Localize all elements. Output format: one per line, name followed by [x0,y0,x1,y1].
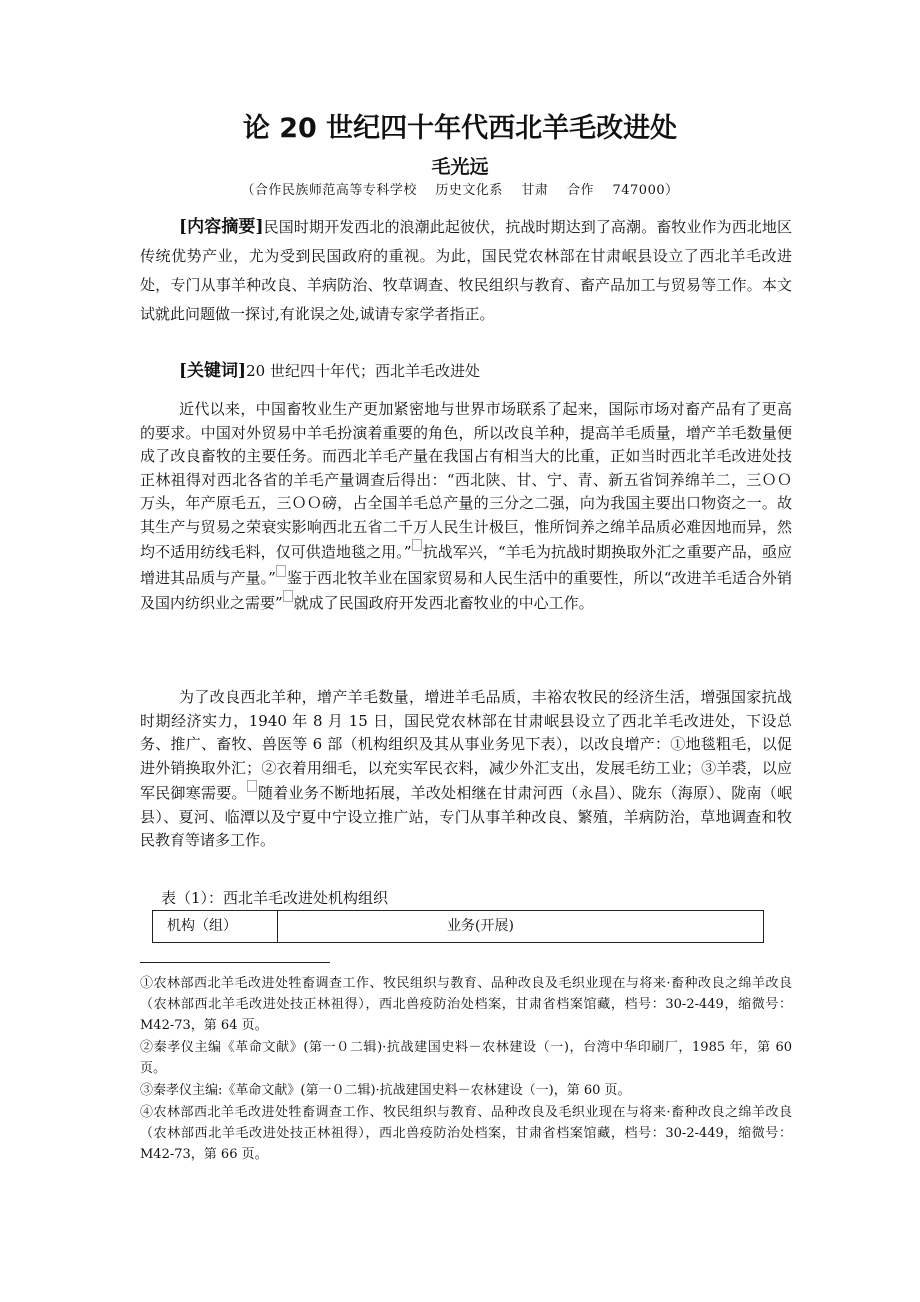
footnote-marker[interactable] [276,565,286,577]
keywords-paragraph [140,360,792,384]
body-text: 近代以来，中国畜牧业生产更加紧密地与世界市场联系了起来，国际市场对畜产品有了更高的要求。中国对外贸易中羊毛扮演着重要的角色，所以改良羊种，提高羊毛质量，增产羊毛数量便成了改良畜牧的主要任务。而西北羊毛产量在我国占有相当大的比重，正如当时西北羊毛改进处技正林祖得对西北各省的羊毛产量调查后得出：“西北陕、甘、宁、青、新五省饲养绵羊二，三ＯＯ万头，年产原毛五，三ＯＯ磅，占全国羊毛总产量的三分之二强，向为我国主要出口物资之一。故其生产与贸易之荣衰实影响西北五省二千万人民生计极巨，惟所饲养之绵羊品质必难因地而异，然均不适用纺线毛料，仅可供造地毯之用。” [140,400,792,561]
abstract-text: 民国时期开发西北的浪潮此起彼伏，抗战时期达到了高潮。畜牧业作为西北地区传统优势产业，尤为受到民国政府的重视。为此，国民党农林部在甘肃岷县设立了西北羊毛改进处，专门从事羊种改良、羊病防治、牧草调查、牧民组织与教育、畜产品加工与贸易等工作。本文试就此问题做一探讨,有讹误之处,诚请专家学者指正。 [140,218,792,323]
org-table [152,910,764,943]
footnote-3: ③秦孝仪主编:《革命文献》(第一０二辑)·抗战建国史料－农林建设（一)，第 60 页。 [140,1083,631,1098]
footnote-marker[interactable] [412,539,422,551]
footnote-divider [140,962,330,963]
abstract-paragraph [140,213,792,329]
footnote-2: ②秦孝仪主编《革命文献》(第一０二辑)·抗战建国史料－农林建设（一)，台湾中华印刷厂，1985 年，第 60 页。 [140,1040,792,1076]
footnote-4: ④农林部西北羊毛改进处牲畜调查工作、牧民组织与教育、品种改良及毛织业现在与将来·畜种改良之绵羊改良（农林部西北羊毛改进处技正林祖得），西北兽疫防治处档案，甘肃省档案馆藏，档号：30-2-449，缩微号：M42-73，第 66 页。 [140,1105,792,1162]
table-header-org: 机构（组） [153,911,278,942]
body-paragraph-1 [140,398,792,616]
paper-title: 论 20 世纪四十年代西北羊毛改进处 [242,113,678,144]
body-text: 为了改良西北羊种，增产羊毛数量，增进羊毛品质，丰裕农牧民的经济生活，增强国家抗战时期经济实力，1940 年 8 月 15 日，国民党农林部在甘肃岷县设立了西北羊毛改进处，下设总务、推广、畜牧、兽医等 6 部（机构组织及其从事业务见下表），以改良增产：①地毯粗毛，以促进外销换取外汇；②衣着用细毛，以充实军民衣料，减少外汇支出，发展毛纺工业；③羊裘，以应军民御寒需要。 [140,688,792,802]
keywords-label: [关键词] [179,361,247,381]
author-name: 毛光远 [431,156,489,178]
body-text: 抗战军兴，“羊毛为抗战时期换取外汇之重要产品，亟应增进其品质与产量。” [140,543,793,587]
body-text: 鉴于西北牧羊业在国家贸易和人民生活中的重要性，所以“改进羊毛适合外销及国内纺织业之需要” [140,568,792,612]
keywords-text: 20 世纪四十年代；西北羊毛改进处 [246,362,480,380]
table-caption: 表（1）：西北羊毛改进处机构组织 [161,889,389,907]
body-text: 随着业务不断地拓展，羊改处相继在甘肃河西（永昌）、陇东（海原）、陇南（岷县）、夏河、临潭以及宁夏中宁设立推广站，专门从事羊种改良、繁殖，羊病防治，草地调查和牧民教育等诸多工作。 [140,784,792,849]
body-paragraph-2 [140,686,792,853]
table-header-business: 业务(开展) [447,918,514,934]
footnotes [140,973,792,1166]
body-text: 就成了民国政府开发西北畜牧业的中心工作。 [293,594,594,612]
footnote-marker[interactable] [247,780,257,792]
footnote-marker[interactable] [283,590,293,602]
author-affiliation: （合作民族师范高等专科学校 历史文化系 甘肃 合作 747000） [241,183,679,198]
footnote-1: ①农林部西北羊毛改进处牲畜调查工作、牧民组织与教育、品种改良及毛织业现在与将来·畜种改良之绵羊改良（农林部西北羊毛改进处技正林祖得），西北兽疫防治处档案，甘肃省档案馆藏，档号：30-2-449，缩微号：M42-73，第 64 页。 [140,976,792,1033]
abstract-label: [内容摘要] [179,217,264,237]
